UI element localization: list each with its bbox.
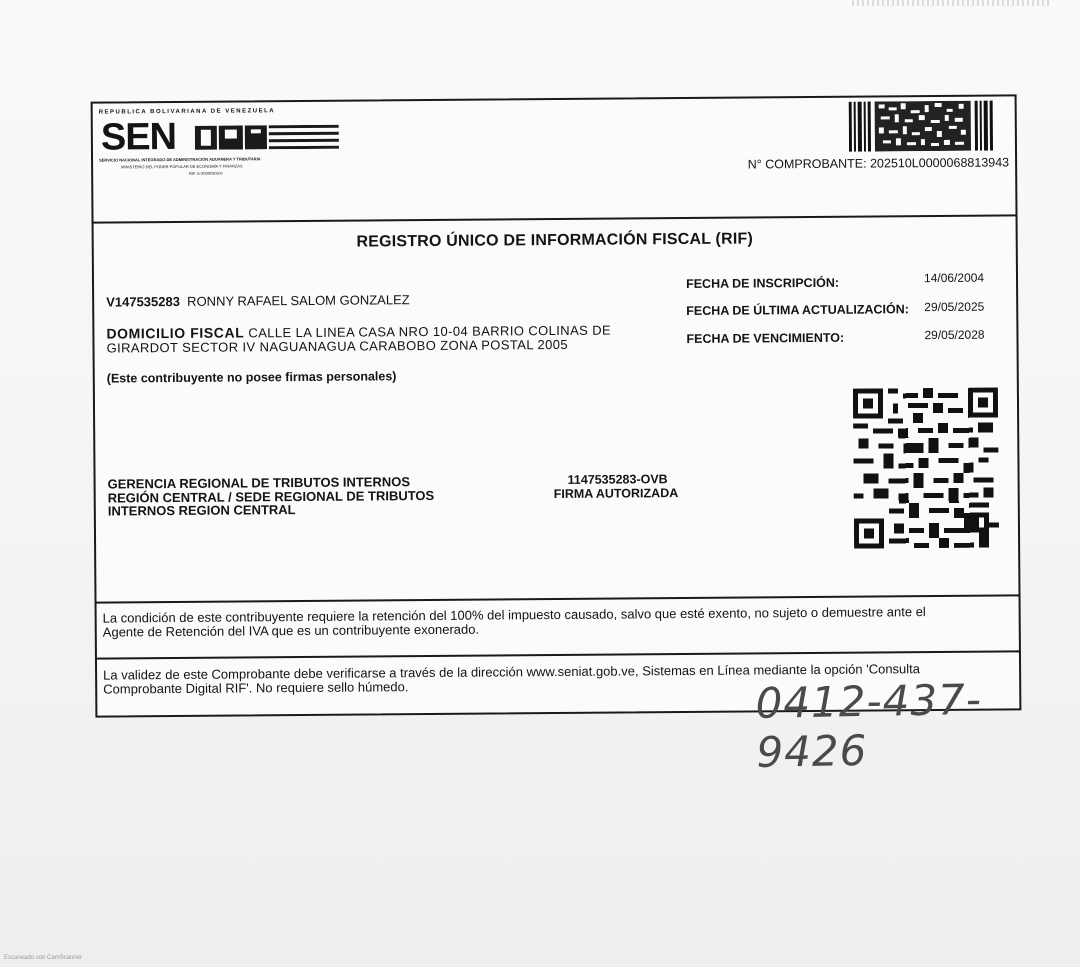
scan-artifact-strip bbox=[852, 0, 1052, 6]
republic-text: REPUBLICA BOLIVARIANA DE VENEZUELA bbox=[98, 108, 276, 116]
qr-code-icon bbox=[853, 388, 999, 549]
gerencia-regional bbox=[108, 474, 508, 518]
comprobante-value: 202510L0000068813943 bbox=[870, 155, 1010, 171]
domicilio-line1: CALLE LA LINEA CASA NRO 10-04 BARRIO COLINAS DE bbox=[248, 322, 612, 341]
handwritten-phone-number: 0412-437-9426 bbox=[755, 674, 983, 777]
seniat-logo bbox=[99, 108, 350, 180]
gerencia-line3: INTERNOS REGION CENTRAL bbox=[107, 502, 296, 519]
ministry-name: MINISTERIO DEL PODER POPULAR DE ECONOMÍA Y FINANZAS bbox=[121, 163, 243, 170]
vencimiento-value: 29/05/2028 bbox=[924, 327, 985, 343]
logo-sen-text: SEN bbox=[100, 115, 177, 159]
comprobante-label: N° COMPROBANTE: bbox=[747, 156, 867, 172]
taxpayer-identity bbox=[106, 292, 410, 309]
validez-line2: Comprobante Digital RIF'. No requiere sello húmedo. bbox=[103, 679, 409, 697]
taxpayer-rif: V147535283 bbox=[106, 293, 180, 310]
vencimiento-label: FECHA DE VENCIMIENTO: bbox=[686, 330, 845, 346]
inscripcion-value: 14/06/2004 bbox=[923, 270, 985, 286]
rif-certificate bbox=[91, 94, 1022, 717]
validez-line1: La validez de este Comprobante debe verificarse a través de la dirección www.seniat.gob.ve, Sistemas en Línea mediante la opción 'Consulta bbox=[103, 661, 921, 683]
taxpayer-name: RONNY RAFAEL SALOM GONZALEZ bbox=[187, 292, 410, 309]
domicilio-fiscal bbox=[106, 322, 686, 356]
condicion-line1: La condición de este contribuyente requiere la retención del 100% del impuesto causado, salvo que esté exento, no sujeto o demuestre ante el bbox=[102, 604, 926, 626]
gerencia-line1: GERENCIA REGIONAL DE TRIBUTOS INTERNOS bbox=[107, 474, 411, 492]
firma-autorizada-label: FIRMA AUTORIZADA bbox=[553, 486, 679, 502]
domicilio-label: DOMICILIO FISCAL bbox=[106, 324, 245, 342]
barcode-icon bbox=[849, 101, 995, 152]
document-title: REGISTRO ÚNICO DE INFORMACIÓN FISCAL (RIF) bbox=[356, 230, 754, 251]
comprobante-number bbox=[748, 155, 1010, 171]
actualizacion-label: FECHA DE ÚLTIMA ACTUALIZACIÓN: bbox=[686, 302, 909, 318]
rif-small: RIF G-20000303-0 bbox=[189, 170, 223, 176]
agency-name: SERVICIO NACIONAL INTEGRADO DE ADMINISTRACIÓN ADUANERA Y TRIBUTARIA bbox=[99, 156, 261, 163]
actualizacion-value: 29/05/2025 bbox=[924, 299, 985, 315]
logo-iat-graphic bbox=[195, 125, 339, 150]
scan-watermark: Escaneado con CamScanner bbox=[4, 955, 83, 961]
inscripcion-label: FECHA DE INSCRIPCIÓN: bbox=[685, 275, 840, 291]
condicion-line2: Agente de Retención del IVA que es un contribuyente exonerado. bbox=[102, 621, 480, 640]
domicilio-line2: GIRARDOT SECTOR IV NAGUANAGUA CARABOBO ZONA POSTAL 2005 bbox=[106, 336, 569, 356]
firma-code: 1147535283-OVB bbox=[567, 472, 668, 487]
no-signatures-note: (Este contribuyente no posee firmas personales) bbox=[106, 369, 397, 386]
gerencia-line2: REGIÓN CENTRAL / SEDE REGIONAL DE TRIBUTOS bbox=[107, 487, 435, 506]
